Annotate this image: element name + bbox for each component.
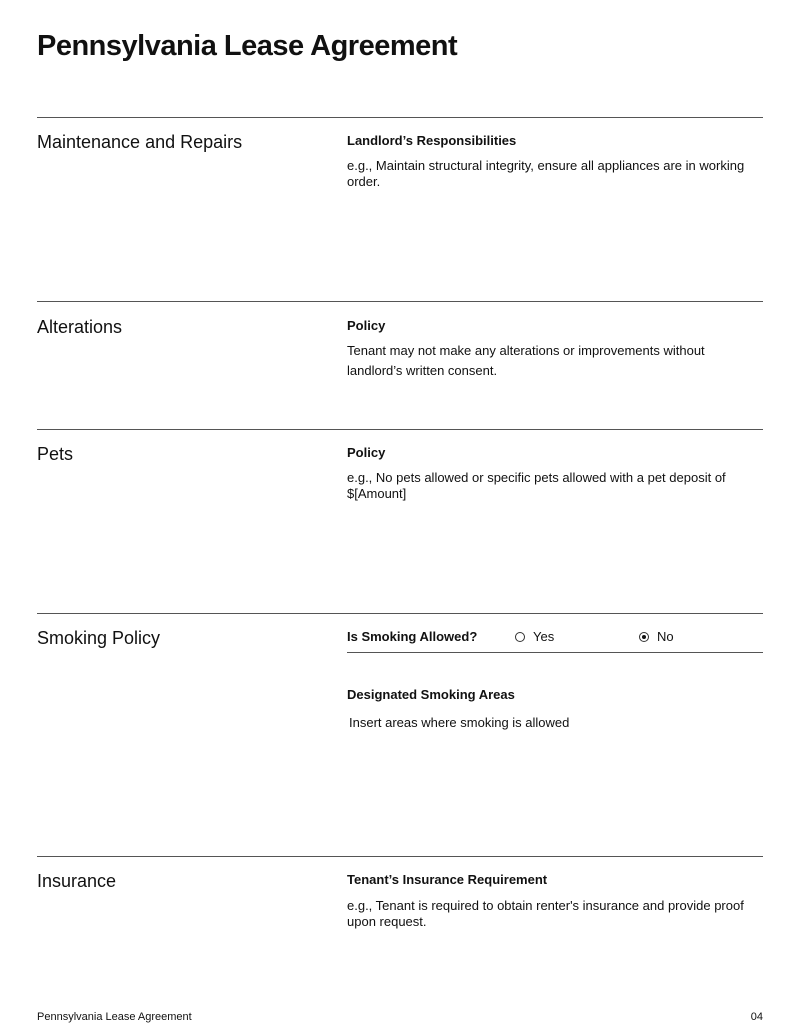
radio-no[interactable] [639,629,674,644]
divider [37,117,763,118]
divider [37,856,763,857]
field-label-alterations-policy: Policy [347,318,386,333]
radio-yes-label: Yes [533,629,555,644]
radio-checked-icon [639,632,649,642]
field-text-landlord-responsibilities[interactable]: e.g., Maintain structural integrity, ensure all appliances are in working order. [347,158,745,189]
radio-unchecked-icon [515,632,525,642]
field-text-pets-policy[interactable]: e.g., No pets allowed or specific pets allowed with a pet deposit of $[Amount] [347,470,726,501]
field-text-designated-smoking-areas[interactable]: Insert areas where smoking is allowed [349,715,570,730]
divider [37,429,763,430]
divider [37,301,763,302]
section-heading-maintenance: Maintenance and Repairs [37,132,243,152]
radio-no-label: No [657,629,674,644]
section-heading-smoking: Smoking Policy [37,628,161,648]
section-heading-insurance: Insurance [37,871,117,891]
section-heading-alterations: Alterations [37,317,123,337]
page-title: Pennsylvania Lease Agreement [37,30,458,62]
footer-doc-title: Pennsylvania Lease Agreement [37,1011,192,1023]
field-label-pets-policy: Policy [347,445,386,460]
footer-page-number: 04 [750,1011,763,1023]
smoking-allowed-question: Is Smoking Allowed? [347,629,478,644]
field-label-insurance-requirement: Tenant’s Insurance Requirement [347,872,548,887]
section-heading-pets: Pets [37,444,74,464]
divider [37,613,763,614]
field-label-landlord-responsibilities: Landlord’s Responsibilities [347,133,517,148]
radio-yes[interactable] [515,629,554,644]
field-label-designated-smoking-areas: Designated Smoking Areas [347,687,515,702]
field-text-alterations-policy[interactable]: Tenant may not make any alterations or improvements without landlord’s written consent. [347,343,705,378]
field-text-insurance-requirement[interactable]: e.g., Tenant is required to obtain renter's insurance and provide proof upon request. [347,898,744,929]
smoking-allowed-radio-group [347,629,763,653]
